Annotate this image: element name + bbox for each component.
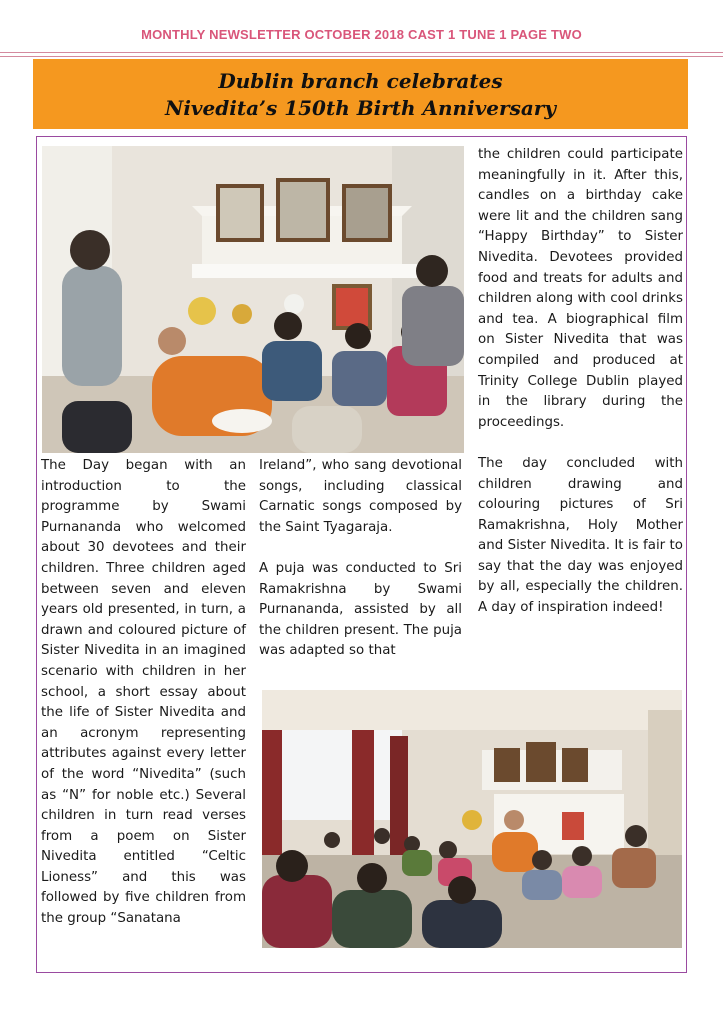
header-rule xyxy=(0,52,723,53)
running-head: MONTHLY NEWSLETTER OCTOBER 2018 CAST 1 TUNE 1 PAGE TWO xyxy=(141,27,582,42)
article-column-3 xyxy=(478,145,683,619)
article-paragraph: A puja was conducted to Sri Ramakrishna by Swami Purnananda, assisted by all the children present. The puja was adapted so that xyxy=(259,560,462,659)
headline-line-1: Dublin branch celebrates xyxy=(218,69,503,93)
headline-banner xyxy=(33,59,688,129)
article-column-1 xyxy=(41,456,246,930)
hall-photo xyxy=(262,690,682,948)
headline-line-2: Nivedita’s 150th Birth Anniversary xyxy=(165,96,556,120)
article-paragraph: Ireland”, who sang devotional songs, including classical Carnatic songs composed by the Saint Tyagaraja. xyxy=(259,458,462,535)
shrine-photo xyxy=(42,146,464,453)
header-rule-2 xyxy=(0,56,723,57)
article-paragraph: The Day began with an introduction to the programme by Swami Purnananda who welcomed about 30 devotees and their children. Three children aged between seven and eleven years old presented, in turn, a drawn and coloured picture of Sister Nivedita in an imagined scenario with children in her school, a short essay about the life of Sister Nivedita and an acronym representing attributes against every letter of the word “Nivedita” (such as “N” for noble etc.) Several children in turn read verses from a poem on Sister Nivedita entitled “Celtic Lioness” and this was followed by five children from the group “Sanatana xyxy=(41,458,246,927)
article-paragraph: the children could participate meaningfully in it. After this, candles on a birthday cake were lit and the children sang “Happy Birthday” to Sister Nivedita. Devotees provided food and treats for adults and children along with cool drinks and tea. A biographical film on Sister Nivedita that was compiled and produced at Trinity College Dublin played in the library during the proceedings. xyxy=(478,147,683,430)
article-column-2 xyxy=(259,456,462,662)
article-paragraph: The day concluded with children drawing and colouring pictures of Sri Ramakrishna, Holy Mother and Sister Nivedita. It is fair to say that the day was enjoyed by all, especially the children. A day of inspiration indeed! xyxy=(478,455,683,616)
